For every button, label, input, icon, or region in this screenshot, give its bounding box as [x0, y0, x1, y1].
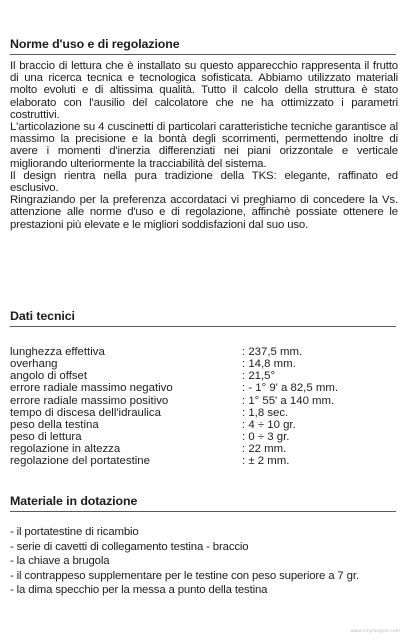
- spec-value: : 4 ÷ 10 gr.: [242, 418, 296, 431]
- materials-divider: [10, 511, 396, 512]
- usage-paragraph-3: Il design rientra nella pura tradizione della TKS: elegante, raffinato ed esclusivo.: [10, 169, 398, 195]
- spec-value: : ± 2 mm.: [242, 455, 290, 468]
- spec-value: : 0 ÷ 3 gr.: [242, 430, 290, 443]
- spec-row: [10, 358, 398, 370]
- spec-value: : - 1° 9' a 82,5 mm.: [242, 382, 338, 395]
- spec-row: [10, 346, 398, 358]
- spec-row: [10, 370, 398, 382]
- spec-name: tempo di discesa dell'idraulica: [10, 406, 161, 419]
- material-item: - il portatestine di ricambio: [10, 526, 139, 538]
- spec-value: : 1,8 sec.: [242, 406, 289, 419]
- spec-name: regolazione in altezza: [10, 443, 121, 456]
- spec-name: peso della testina: [10, 418, 99, 431]
- usage-divider: [10, 54, 396, 55]
- usage-paragraph-4: Ringraziando per la preferenza accordataci vi preghiamo di concedere la Vs. attenzione alle norme d'uso e di regolazione, affinchè possiate ottenere le prestazioni più elevate e le migliori soddisfazioni dal suo uso.: [10, 194, 398, 231]
- spec-name: overhang: [10, 358, 58, 371]
- specs-divider: [10, 326, 396, 327]
- spec-row: [10, 443, 398, 455]
- spec-name: lunghezza effettiva: [10, 346, 105, 358]
- usage-section-title: Norme d'uso e di regolazione: [10, 37, 180, 51]
- material-item: - serie di cavetti di collegamento testina - braccio: [10, 540, 249, 553]
- spec-row: [10, 419, 398, 431]
- materials-list: [10, 525, 402, 598]
- material-item: - la dima specchio per la messa a punto della testina: [10, 584, 268, 597]
- usage-paragraph-1: Il braccio di lettura che è installato su questo apparecchio rappresenta il frutto di una ricerca tecnica e tecnologica sofisticata. Abbiamo utilizzato materiali molto evoluti e di altissima qualità. Tutto il calcolo della struttura è stato elaborato con l'ausilio del calcolatore che ne ha ottimizzato i parametri costruttivi.: [10, 60, 398, 121]
- specs-list: [10, 346, 398, 467]
- spec-value: : 21,5°: [242, 370, 276, 383]
- usage-paragraph-2: L'articolazione su 4 cuscinetti di particolari caratteristiche tecniche garantisce al massimo la precisione e la bontà degli scorrimenti, permettendo inoltre di avere i momenti d'inerzia differenziati nei piani orizzontale e verticale migliorando ulteriormente la tracciabilità del sistema.: [10, 121, 398, 170]
- spec-value: : 1° 55' a 140 mm.: [242, 394, 335, 407]
- spec-row: [10, 395, 398, 407]
- spec-row: [10, 455, 398, 467]
- spec-name: errore radiale massimo positivo: [10, 394, 169, 407]
- materials-section-title: Materiale in dotazione: [10, 494, 138, 508]
- spec-row: [10, 382, 398, 394]
- material-item: - la chiave a brugola: [10, 555, 110, 568]
- watermark: www.vinylengine.com: [350, 629, 400, 634]
- spec-value: : 237,5 mm.: [242, 346, 303, 358]
- spec-name: errore radiale massimo negativo: [10, 382, 173, 395]
- spec-name: angolo di offset: [10, 370, 88, 383]
- spec-name: peso di lettura: [10, 430, 82, 443]
- specs-section-title: Dati tecnici: [10, 309, 75, 323]
- spec-row: [10, 431, 398, 443]
- spec-value: : 22 mm.: [242, 443, 287, 456]
- usage-text: [10, 60, 398, 231]
- spec-name: regolazione del portatestine: [10, 455, 150, 468]
- spec-value: : 14,8 mm.: [242, 358, 296, 371]
- spec-row: [10, 407, 398, 419]
- material-item: - il contrappeso supplementare per le testine con peso superiore a 7 gr.: [10, 569, 359, 582]
